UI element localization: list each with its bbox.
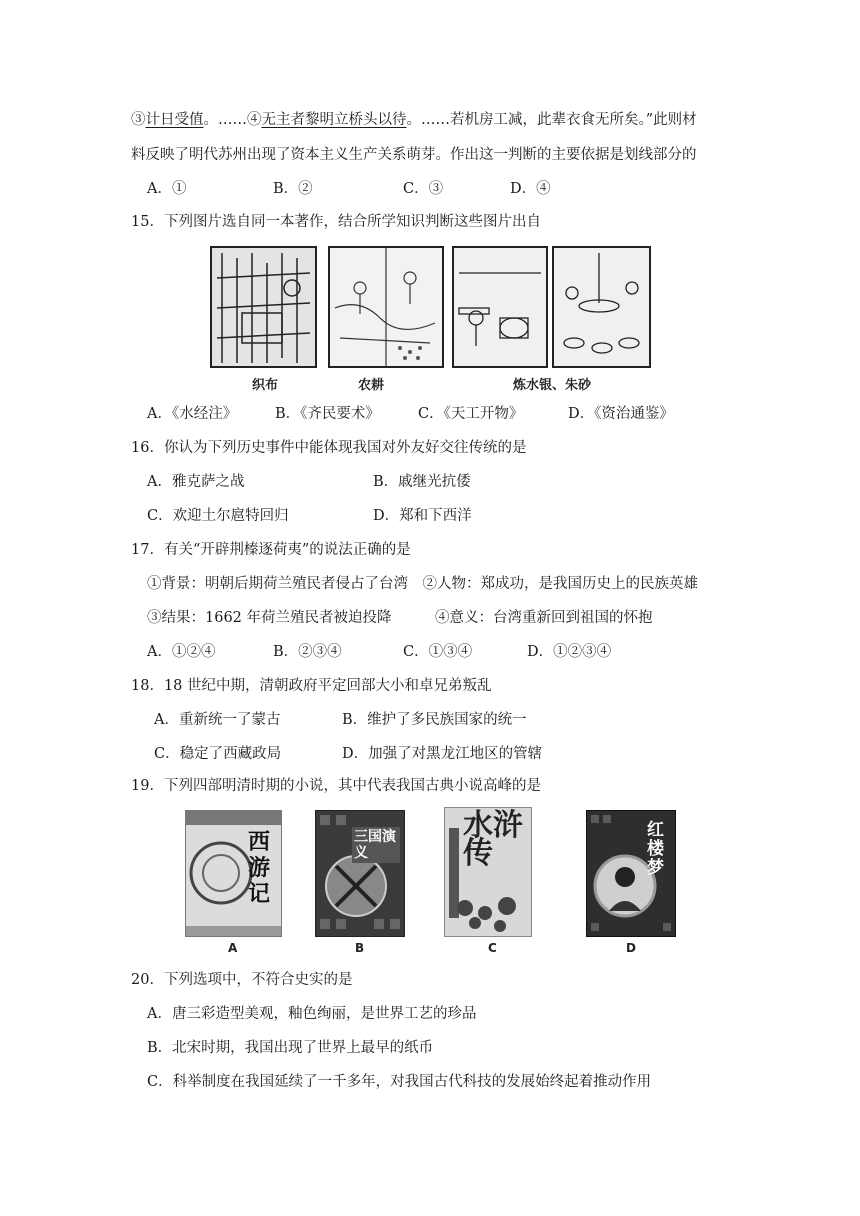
book-letter-d: D (626, 941, 636, 955)
q18-stem: 18．18 世纪中期，清朝政府平定回部大小和卓兄弟叛乱 (131, 678, 492, 694)
farming-illustration (328, 246, 444, 368)
weaving-illustration (210, 246, 317, 368)
mercury-illustration-1 (452, 246, 548, 368)
book-title-a: 西游记 (248, 829, 271, 907)
q18-option-c[interactable]: C．稳定了西藏政局 (154, 746, 282, 762)
q14-line1 (131, 110, 697, 130)
q17-items-1: ①背景：明朝后期荷兰殖民者侵占了台湾 ②人物：郑成功，是我国历史上的民族英雄 (147, 576, 698, 592)
q15-option-b[interactable]: B．《齐民要术》 (275, 406, 380, 422)
q17-stem: 17．有关“开辟荆榛逐荷夷”的说法正确的是 (131, 542, 411, 558)
q14-mark-3: ③ (131, 112, 146, 128)
q14-option-b[interactable]: B．② (273, 181, 313, 197)
book-cover-b (315, 810, 405, 937)
book-letter-b: B (355, 941, 365, 955)
q15-option-c[interactable]: C．《天工开物》 (418, 406, 524, 422)
q16-option-c[interactable]: C．欢迎土尔扈特回归 (147, 508, 289, 524)
q17-items-2: ③结果：1662 年荷兰殖民者被迫投降 ④意义：台湾重新回到祖国的怀抱 (147, 610, 653, 626)
q18-option-b[interactable]: B．维护了多民族国家的统一 (342, 712, 527, 728)
caption-mercury: 炼水银、朱砂 (513, 378, 592, 393)
book-title-b: 三国演义 (352, 827, 400, 863)
book-cover-d (586, 810, 676, 937)
q20-option-a[interactable]: A．唐三彩造型美观，釉色绚丽，是世界工艺的珍品 (147, 1006, 477, 1022)
q14-option-a[interactable]: A．① (147, 181, 187, 197)
book-title-c: 水浒传 (463, 808, 523, 871)
mercury-illustration-2 (552, 246, 651, 368)
q16-option-b[interactable]: B．戚继光抗倭 (373, 474, 471, 490)
q15-figure (208, 244, 650, 396)
q20-stem: 20．下列选项中，不符合史实的是 (131, 972, 353, 988)
q19-stem: 19．下列四部明清时期的小说，其中代表我国古典小说高峰的是 (131, 778, 541, 794)
book-letter-a: A (228, 941, 238, 955)
q15-option-d[interactable]: D．《资治通鉴》 (568, 406, 674, 422)
q18-option-d[interactable]: D．加强了对黑龙江地区的管辖 (342, 746, 543, 762)
q16-option-d[interactable]: D．郑和下西洋 (373, 508, 472, 524)
book-letter-c: C (488, 941, 497, 955)
caption-weaving: 织布 (252, 378, 279, 393)
q19-figure (178, 805, 678, 957)
q14-line1-tail: 。……若机房工减，此辈衣食无所矣。”此则材 (406, 112, 697, 128)
q14-line2: 料反映了明代苏州出现了资本主义生产关系萌芽。作出这一判断的主要依据是划线部分的 (131, 147, 697, 163)
q16-stem: 16．你认为下列历史事件中能体现我国对外友好交往传统的是 (131, 440, 527, 456)
q20-option-b[interactable]: B．北宋时期，我国出现了世界上最早的纸币 (147, 1040, 434, 1056)
q17-option-c[interactable]: C．①③④ (403, 644, 473, 660)
q17-option-d[interactable]: D．①②③④ (527, 644, 612, 660)
book-title-d: 红楼梦 (647, 820, 664, 878)
q16-option-a[interactable]: A．雅克萨之战 (147, 474, 245, 490)
caption-farming: 农耕 (358, 378, 385, 393)
book-cover-a (185, 810, 282, 937)
book-cover-c (444, 807, 532, 937)
q14-option-c[interactable]: C．③ (403, 181, 444, 197)
q14-underline-4: 无主者黎明立桥头以待 (261, 112, 407, 128)
q15-option-a[interactable]: A．《水经注》 (147, 406, 238, 422)
q17-option-a[interactable]: A．①②④ (147, 644, 216, 660)
q14-underline-3: 计日受值 (145, 112, 204, 128)
q14-mark-4: 。……④ (203, 112, 262, 128)
q20-option-c[interactable]: C．科举制度在我国延续了一千多年，对我国古代科技的发展始终起着推动作用 (147, 1074, 652, 1090)
q14-option-d[interactable]: D．④ (510, 181, 551, 197)
q18-option-a[interactable]: A．重新统一了蒙古 (154, 712, 281, 728)
q17-option-b[interactable]: B．②③④ (273, 644, 342, 660)
q15-stem: 15．下列图片选自同一本著作，结合所学知识判断这些图片出自 (131, 214, 541, 230)
